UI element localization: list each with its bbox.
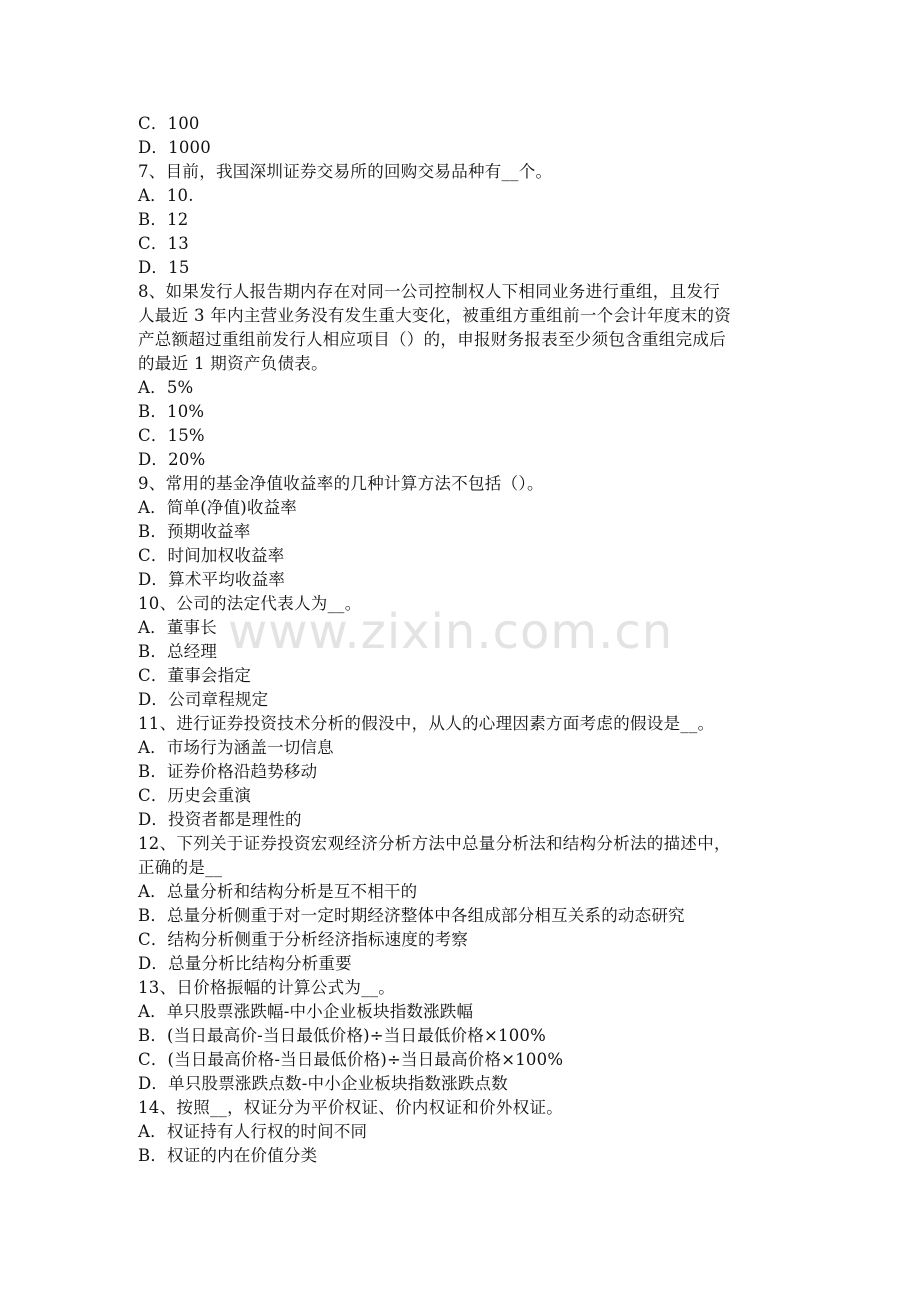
question-line: 10、公司的法定代表人为__。 bbox=[138, 594, 362, 613]
option-line: A．简单(净值)收益率 bbox=[138, 498, 297, 517]
q13-options bbox=[138, 1000, 798, 1096]
option-line: D．算术平均收益率 bbox=[138, 570, 286, 589]
option-line: C．时间加权收益率 bbox=[138, 546, 285, 565]
option-line: D．单只股票涨跌点数-中小企业板块指数涨跌点数 bbox=[138, 1074, 508, 1093]
option-line: A．单只股票涨跌幅-中小企业板块指数涨跌幅 bbox=[138, 1002, 474, 1021]
option-line: C．13 bbox=[138, 234, 189, 253]
question-line: 的最近 1 期资产负债表。 bbox=[138, 354, 328, 373]
option-line: D．15 bbox=[138, 258, 190, 277]
option-line: A．5% bbox=[138, 378, 194, 397]
option-line: D．总量分析比结构分析重要 bbox=[138, 954, 352, 973]
question-11 bbox=[138, 712, 798, 736]
q14-options bbox=[138, 1120, 798, 1168]
q12-options bbox=[138, 880, 798, 976]
watermark-text: www.zixin.com.cn bbox=[228, 604, 674, 660]
question-7 bbox=[138, 160, 798, 184]
question-13 bbox=[138, 976, 798, 1000]
option-line: D．1000 bbox=[138, 138, 211, 157]
option-line: D．公司章程规定 bbox=[138, 690, 269, 709]
q8-options bbox=[138, 376, 798, 472]
option-line: A．10. bbox=[138, 186, 194, 205]
option-line: B．总量分析侧重于对一定时期经济整体中各组成部分相互关系的动态研究 bbox=[138, 906, 685, 925]
q6-options-tail bbox=[138, 112, 798, 160]
question-line: 人最近 3 年内主营业务没有发生重大变化，被重组方重组前一个会计年度末的资 bbox=[138, 306, 732, 325]
question-line: 产总额超过重组前发行人相应项目（）的，申报财务报表至少须包含重组完成后 bbox=[138, 330, 726, 349]
question-14 bbox=[138, 1096, 798, 1120]
option-line: D．20% bbox=[138, 450, 206, 469]
option-line: C．15% bbox=[138, 426, 205, 445]
question-line: 9、常用的基金净值收益率的几种计算方法不包括（）。 bbox=[138, 474, 544, 493]
option-line: B．权证的内在价值分类 bbox=[138, 1146, 318, 1165]
option-line: C．(当日最高价格-当日最低价格)÷当日最高价格×100% bbox=[138, 1050, 564, 1069]
option-line: C．100 bbox=[138, 114, 200, 133]
option-line: C．董事会指定 bbox=[138, 666, 252, 685]
question-line: 11、进行证券投资技术分析的假没中，从人的心理因素方面考虑的假设是__。 bbox=[138, 714, 715, 733]
q11-options bbox=[138, 736, 798, 832]
exam-text-body bbox=[138, 112, 798, 1168]
option-line: A．市场行为涵盖一切信息 bbox=[138, 738, 334, 757]
question-line: 12、下列关于证券投资宏观经济分析方法中总量分析法和结构分析法的描述中， bbox=[138, 834, 731, 853]
option-line: C．历史会重演 bbox=[138, 786, 252, 805]
question-line: 正确的是__ bbox=[138, 858, 223, 877]
question-line: 8、如果发行人报告期内存在对同一公司控制权人下相同业务进行重组，且发行 bbox=[138, 282, 720, 301]
option-line: B．12 bbox=[138, 210, 189, 229]
option-line: B．10% bbox=[138, 402, 205, 421]
option-line: B．预期收益率 bbox=[138, 522, 251, 541]
q7-options bbox=[138, 184, 798, 280]
question-line: 7、目前，我国深圳证券交易所的回购交易品种有__个。 bbox=[138, 162, 553, 181]
q10-options bbox=[138, 616, 798, 712]
question-line: 13、日价格振幅的计算公式为__。 bbox=[138, 978, 396, 997]
question-line: 14、按照__，权证分为平价权证、价内权证和价外权证。 bbox=[138, 1098, 564, 1117]
question-12 bbox=[138, 832, 798, 880]
question-8 bbox=[138, 280, 798, 376]
option-line: A．总量分析和结构分析是互不相干的 bbox=[138, 882, 418, 901]
option-line: D．投资者都是理性的 bbox=[138, 810, 302, 829]
option-line: B．证券价格沿趋势移动 bbox=[138, 762, 318, 781]
option-line: A．董事长 bbox=[138, 618, 217, 637]
option-line: B．(当日最高价-当日最低价格)÷当日最低价格×100% bbox=[138, 1026, 546, 1045]
question-10 bbox=[138, 592, 798, 616]
q9-options bbox=[138, 496, 798, 592]
question-9 bbox=[138, 472, 798, 496]
option-line: B．总经理 bbox=[138, 642, 218, 661]
option-line: C．结构分析侧重于分析经济指标速度的考察 bbox=[138, 930, 469, 949]
option-line: A．权证持有人行权的时间不同 bbox=[138, 1122, 368, 1141]
